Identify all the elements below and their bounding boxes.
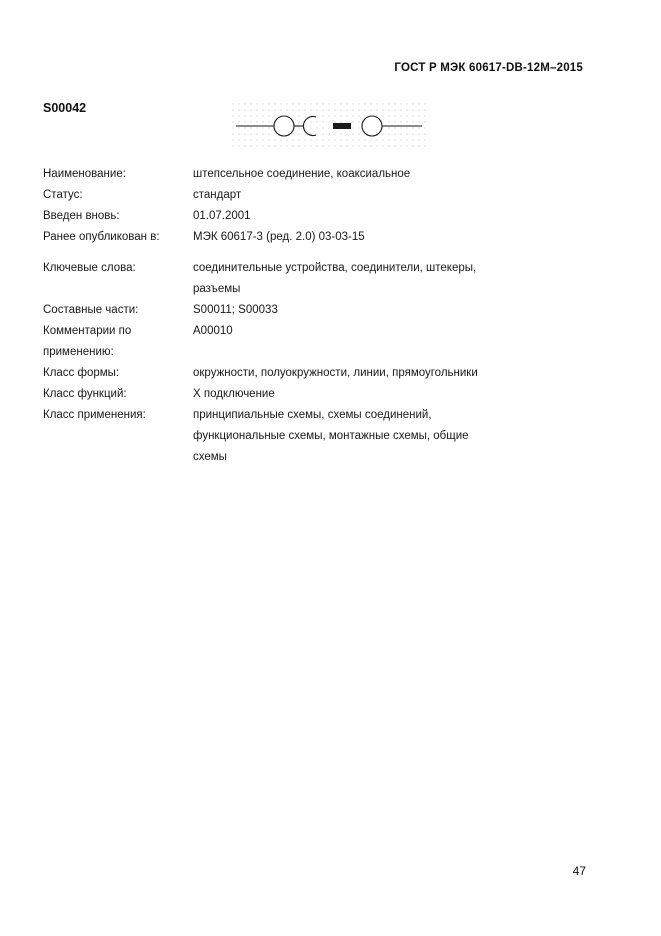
field-row-function-class [43, 384, 603, 405]
field-label-line: Комментарии по [43, 325, 132, 337]
field-value-line: МЭК 60617-3 (ред. 2.0) 03-03-15 [193, 231, 365, 243]
field-label: Составные части: [43, 304, 139, 316]
field-label: Ключевые слова: [43, 262, 136, 274]
field-value-line: окружности, полуокружности, линии, прямоугольники [193, 367, 478, 379]
field-row-application-class [43, 405, 603, 468]
field-label: Наименование: [43, 168, 126, 180]
page-header-standard-title: ГОСТ Р МЭК 60617-DB-12M–2015 [394, 62, 583, 74]
field-value [193, 300, 603, 321]
field-row-introduced [43, 206, 603, 227]
field-value-line: A00010 [193, 325, 233, 337]
field-label: Введен вновь: [43, 210, 120, 222]
field-row-components [43, 300, 603, 321]
field-value [193, 258, 603, 300]
field-value [193, 405, 603, 468]
field-value [193, 363, 603, 384]
field-value [193, 206, 603, 227]
field-value-line: разъемы [193, 283, 241, 295]
field-label [43, 321, 193, 363]
field-value-line: S00011; S00033 [193, 304, 278, 316]
field-value [193, 321, 603, 342]
field-value-line: стандарт [193, 189, 242, 201]
field-row-application-comments [43, 321, 603, 363]
field-value [193, 227, 603, 248]
field-value [193, 384, 603, 405]
field-label-line: применению: [43, 346, 114, 358]
field-value [193, 164, 603, 185]
field-row-name [43, 164, 603, 185]
field-value-line: штепсельное соединение, коаксиальное [193, 168, 411, 180]
field-value-line: функциональные схемы, монтажные схемы, общие [193, 430, 469, 442]
field-label: Ранее опубликован в: [43, 231, 160, 243]
field-value-line: схемы [193, 451, 227, 463]
field-value-line: принципиальные схемы, схемы соединений, [193, 409, 432, 421]
field-value-line: X подключение [193, 388, 275, 400]
field-value-line: 01.07.2001 [193, 210, 251, 222]
page-number: 47 [572, 864, 586, 878]
field-label: Класс функций: [43, 388, 127, 400]
field-label: Статус: [43, 189, 83, 201]
field-row-status [43, 185, 603, 206]
field-row-previously-published [43, 227, 603, 248]
field-row-shape-class [43, 363, 603, 384]
field-label: Класс применения: [43, 409, 146, 421]
symbol-attributes-list [43, 164, 603, 468]
field-value [193, 185, 603, 206]
symbol-graphic [232, 103, 428, 149]
field-value-line: соединительные устройства, соединители, штекеры, [193, 262, 477, 274]
field-label: Класс формы: [43, 367, 120, 379]
field-row-keywords [43, 258, 603, 300]
symbol-code-label: S00042 [43, 101, 87, 115]
